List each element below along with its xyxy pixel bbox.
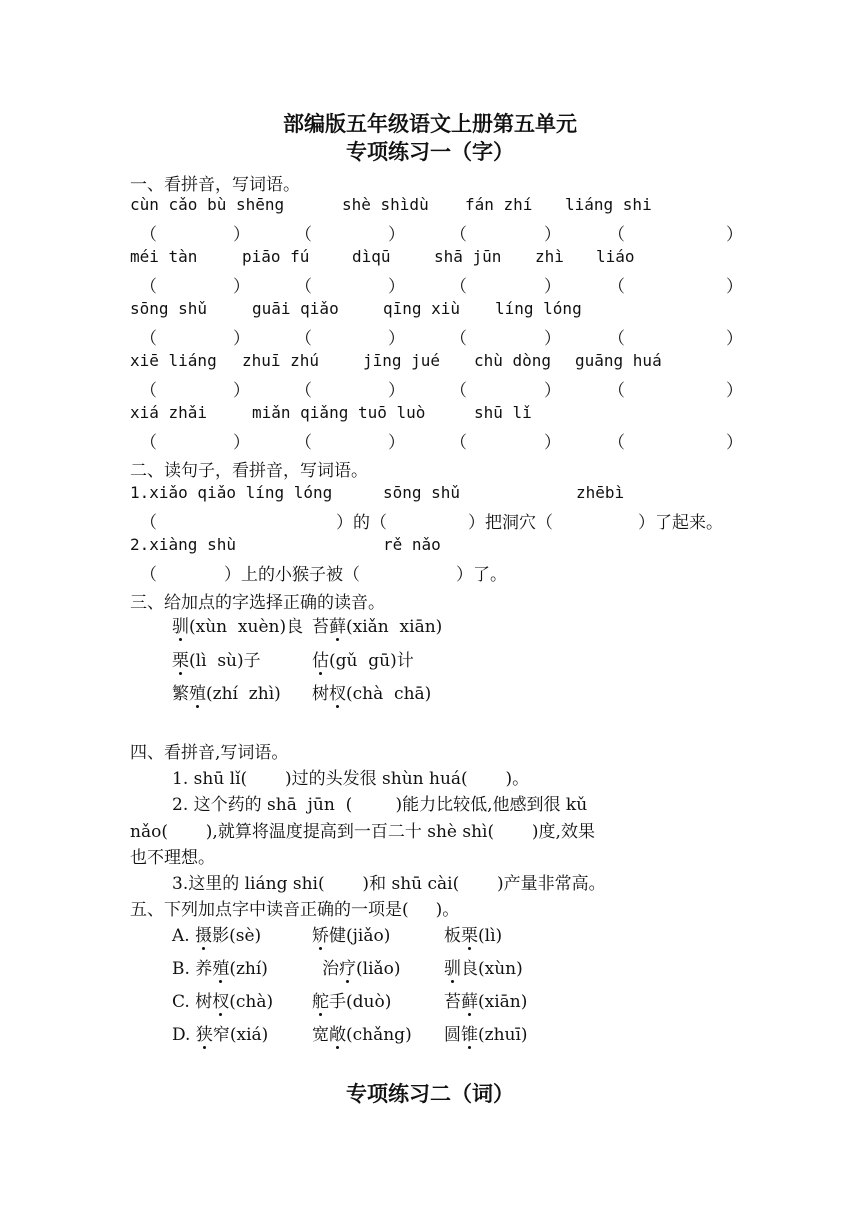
- emphasized-char: 栗: [172, 646, 189, 671]
- answer-bracket-open: （: [140, 329, 157, 349]
- answer-bracket-open: （: [450, 329, 467, 349]
- section-4-line-3: nǎo( ),就算将温度提高到一百二十 shè shì( )度,效果: [130, 822, 595, 842]
- word-text: 手(duò): [329, 992, 392, 1012]
- q1-pinyin-row: [130, 483, 735, 507]
- emphasized-char: 杈: [212, 987, 229, 1012]
- emphasized-char: 敞: [329, 1020, 346, 1045]
- section-4-line-5: 3.这里的 liáng shi( )和 shū cài( )产量非常高。: [172, 874, 606, 894]
- pinyin-item: cùn cǎo bù shēng: [130, 195, 285, 214]
- word-text: 窄(xiá): [212, 1025, 269, 1045]
- answer-bracket-open: （: [608, 277, 625, 297]
- answer-bracket-open: （: [295, 329, 312, 349]
- word-text: (lì): [478, 926, 503, 946]
- dotted-word: [172, 992, 273, 1012]
- pinyin-item: guāng huá: [575, 351, 662, 370]
- answer-bracket-close: ）: [544, 329, 561, 349]
- dotted-word: [172, 959, 268, 979]
- dotted-word: [172, 617, 303, 637]
- pinyin-item: sōng shǔ: [130, 299, 208, 318]
- answer-bracket-open: （: [608, 225, 625, 245]
- q2-sentence: [130, 560, 735, 584]
- answer-bracket-close: ）: [544, 225, 561, 245]
- word-text: (chà): [229, 992, 274, 1012]
- emphasized-char: 驯: [172, 612, 189, 637]
- emphasized-char: 驯: [444, 954, 461, 979]
- answer-bracket-open: （: [295, 225, 312, 245]
- emphasized-char: 舵: [312, 987, 329, 1012]
- word-text: (xiǎn xiān): [346, 617, 443, 637]
- section-4-line-1: 1. shū lǐ( )过的头发很 shùn huá( )。: [172, 769, 530, 789]
- pinyin-item: jīng jué: [363, 351, 441, 370]
- word-text: (zhí zhì): [206, 684, 281, 704]
- pinyin-item: dìqū: [352, 247, 391, 266]
- word-text: (gǔ gū)计: [329, 651, 414, 671]
- emphasized-char: 藓: [329, 612, 346, 637]
- pinyin-row-5: [130, 403, 735, 427]
- pinyin-item: guāi qiǎo: [252, 299, 339, 318]
- pinyin-item: líng lóng: [495, 299, 582, 318]
- pinyin-item: miǎn qiǎng tuō luò: [252, 403, 426, 422]
- emphasized-char: 疗: [339, 954, 356, 979]
- answer-bracket-open: （: [450, 277, 467, 297]
- answer-bracket-close: ）: [544, 277, 561, 297]
- answer-bracket-open: （: [450, 381, 467, 401]
- answer-bracket-open: （: [140, 433, 157, 453]
- answer-bracket-open: （: [295, 277, 312, 297]
- word-text: 影(sè): [212, 926, 262, 946]
- emphasized-char: 狭: [196, 1020, 213, 1045]
- answer-bracket-close: ）: [726, 329, 743, 349]
- word-text: 苔: [444, 992, 461, 1012]
- word-text: (zhuī): [478, 1025, 528, 1045]
- word-text: A.: [172, 926, 196, 946]
- pinyin-item: liáo: [596, 247, 635, 266]
- word-text: (chà chā): [346, 684, 432, 704]
- word-text: (liǎo): [356, 959, 401, 979]
- answer-bracket-open: （: [450, 225, 467, 245]
- word-text: B. 养: [172, 959, 213, 979]
- answer-bracket-close: ）: [233, 433, 250, 453]
- page-subtitle: 专项练习一（字）: [346, 139, 514, 164]
- answer-bracket-close: ）: [726, 225, 743, 245]
- section-3-heading: 三、给加点的字选择正确的读音。: [130, 593, 385, 613]
- answer-bracket-open: （: [140, 381, 157, 401]
- answer-row-5: [130, 428, 743, 453]
- pinyin-item: qīng xiù: [383, 299, 461, 318]
- answer-bracket-close: ）: [388, 433, 405, 453]
- answer-row-3: [130, 324, 743, 349]
- answer-bracket-close: ）: [726, 433, 743, 453]
- answer-bracket-open: （: [450, 433, 467, 453]
- answer-bracket-close: ）: [233, 381, 250, 401]
- dotted-word: [322, 959, 401, 979]
- dotted-word: [444, 959, 523, 979]
- emphasized-char: 摄: [195, 921, 212, 946]
- word-text: (lì sù)子: [189, 651, 261, 671]
- emphasized-char: 殖: [212, 954, 229, 979]
- pinyin-item: fán zhí: [465, 195, 533, 214]
- pinyin-row-3: [130, 299, 735, 323]
- word-text: (chǎng): [346, 1025, 412, 1045]
- pinyin-item: xiē liáng: [130, 351, 217, 370]
- sentence-text: ）的（: [336, 513, 387, 533]
- answer-bracket-close: ）: [544, 381, 561, 401]
- section-4-line-4: 也不理想。: [130, 848, 215, 868]
- dotted-word: [172, 684, 281, 704]
- word-text: 健(jiǎo): [329, 926, 391, 946]
- word-text: 板: [444, 926, 461, 946]
- answer-bracket-open: （: [140, 225, 157, 245]
- dotted-word: [312, 992, 391, 1012]
- section-4-line-2: 2. 这个药的 shā jūn ( )能力比较低,他感到很 kǔ: [172, 795, 588, 815]
- answer-bracket: （: [140, 513, 157, 533]
- sentence-text: ）上的小猴子被（: [224, 565, 360, 585]
- answer-bracket-close: ）: [233, 277, 250, 297]
- dotted-word: [172, 651, 261, 671]
- pinyin-item: zhuī zhú: [242, 351, 320, 370]
- emphasized-char: 栗: [461, 921, 478, 946]
- pinyin-item: xiá zhǎi: [130, 403, 208, 422]
- word-text: 圆: [444, 1025, 461, 1045]
- page-title: 部编版五年级语文上册第五单元: [283, 111, 577, 136]
- word-text: 治: [322, 959, 339, 979]
- answer-bracket-close: ）: [726, 381, 743, 401]
- dotted-word: [312, 651, 414, 671]
- word-text: (xùn xuèn)良: [189, 617, 304, 637]
- answer-bracket-close: ）: [544, 433, 561, 453]
- pinyin-item: 2.xiàng shù: [130, 535, 236, 554]
- word-text: 宽: [312, 1025, 329, 1045]
- pinyin-item: rě nǎo: [383, 535, 441, 554]
- answer-row-4: [130, 376, 743, 401]
- next-section-title: 专项练习二（词）: [346, 1081, 514, 1106]
- dotted-word: [444, 926, 502, 946]
- answer-bracket-close: ）: [388, 277, 405, 297]
- q1-sentence: [130, 508, 735, 532]
- word-text: D.: [172, 1025, 196, 1045]
- pinyin-row-1: [130, 195, 735, 219]
- emphasized-char: 藓: [461, 987, 478, 1012]
- dotted-word: [312, 617, 442, 637]
- word-text: 良(xùn): [461, 959, 523, 979]
- emphasized-char: 矫: [312, 921, 329, 946]
- answer-bracket-close: ）: [726, 277, 743, 297]
- sentence-text: ）了起来。: [638, 513, 723, 533]
- pinyin-item: shā jūn: [434, 247, 502, 266]
- pinyin-item: sōng shǔ: [383, 483, 461, 502]
- section-2-heading: 二、读句子，看拼音，写词语。: [130, 461, 368, 481]
- word-text: (xiān): [478, 992, 528, 1012]
- dotted-word: [444, 992, 527, 1012]
- pinyin-item: zhēbì: [576, 483, 625, 502]
- pinyin-row-4: [130, 351, 735, 375]
- section-1-heading: 一、看拼音，写词语。: [130, 175, 300, 195]
- section-5-heading: 五、下列加点字中读音正确的一项是( )。: [130, 900, 460, 920]
- section-4-heading: 四、看拼音,写词语。: [130, 743, 289, 763]
- sentence-text: ）把洞穴（: [468, 513, 553, 533]
- pinyin-item: chù dòng: [474, 351, 552, 370]
- answer-bracket-open: （: [608, 381, 625, 401]
- word-text: C. 树: [172, 992, 213, 1012]
- emphasized-char: 估: [312, 646, 329, 671]
- answer-row-2: [130, 272, 743, 297]
- word-text: 树: [312, 684, 329, 704]
- answer-row-1: [130, 220, 743, 245]
- sentence-text: ）了。: [456, 565, 507, 585]
- dotted-word: [312, 684, 431, 704]
- answer-bracket-open: （: [140, 277, 157, 297]
- dotted-word: [312, 1025, 412, 1045]
- pinyin-item: 1.xiǎo qiǎo líng lóng: [130, 483, 333, 502]
- answer-bracket-close: ）: [388, 225, 405, 245]
- pinyin-row-2: [130, 247, 735, 271]
- pinyin-item: piāo fú: [242, 247, 310, 266]
- answer-bracket-close: ）: [233, 225, 250, 245]
- q2-pinyin-row: [130, 535, 735, 559]
- answer-bracket-close: ）: [388, 329, 405, 349]
- answer-bracket-close: ）: [233, 329, 250, 349]
- pinyin-item: liáng shi: [565, 195, 652, 214]
- answer-bracket-open: （: [608, 329, 625, 349]
- answer-bracket-open: （: [608, 433, 625, 453]
- dotted-word: [172, 926, 261, 946]
- emphasized-char: 锥: [461, 1020, 478, 1045]
- answer-bracket-close: ）: [388, 381, 405, 401]
- dotted-word: [444, 1025, 528, 1045]
- emphasized-char: 殖: [189, 679, 206, 704]
- word-text: 苔: [312, 617, 329, 637]
- word-text: 繁: [172, 684, 189, 704]
- emphasized-char: 杈: [329, 679, 346, 704]
- word-text: (zhí): [229, 959, 268, 979]
- answer-bracket-open: （: [295, 381, 312, 401]
- dotted-word: [312, 926, 390, 946]
- pinyin-item: méi tàn: [130, 247, 198, 266]
- dotted-word: [172, 1025, 268, 1045]
- pinyin-item: shè shìdù: [342, 195, 429, 214]
- answer-bracket-open: （: [295, 433, 312, 453]
- pinyin-item: shū lǐ: [474, 403, 532, 422]
- pinyin-item: zhì: [535, 247, 564, 266]
- answer-bracket: （: [140, 565, 157, 585]
